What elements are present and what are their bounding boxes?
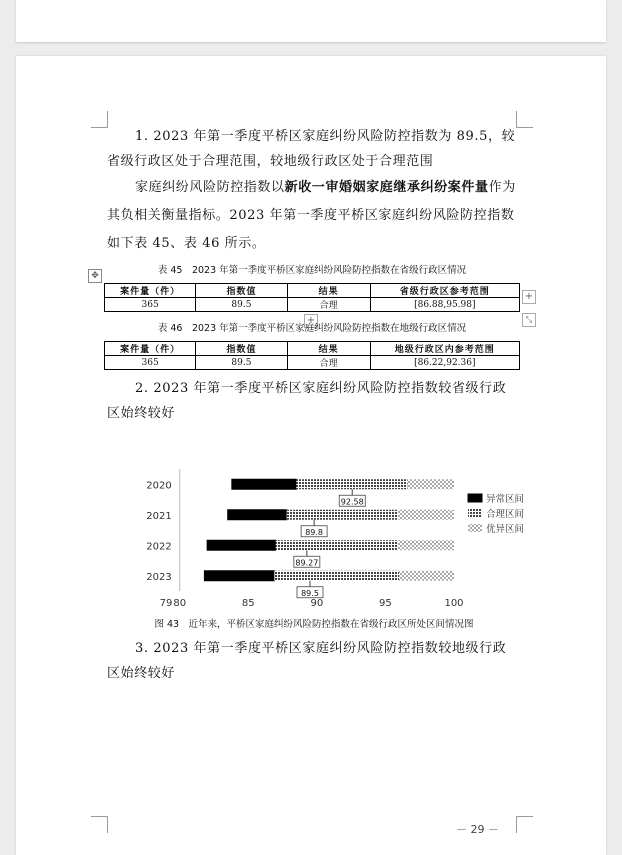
body-text-bold: 新收一审婚姻家庭继承纠纷案件量	[284, 180, 489, 195]
bar-segment	[232, 479, 296, 489]
previous-page	[16, 0, 606, 42]
table-cell: 合理	[287, 298, 370, 312]
table46	[104, 341, 520, 370]
table-cell: 365	[105, 356, 196, 370]
table-cell: 89.5	[196, 298, 287, 312]
table-header-cell: 地级行政区内参考范围	[370, 342, 519, 356]
table-row	[105, 356, 520, 370]
crop-mark-top-left	[91, 111, 108, 128]
bar-segment	[274, 571, 399, 581]
y-category-label: 2020	[146, 480, 172, 492]
body-text-start: 家庭纠纷风险防控指数以	[135, 180, 285, 195]
y-category-label: 2021	[146, 510, 172, 522]
table-header-row	[105, 284, 520, 298]
table-header-cell: 结果	[287, 342, 370, 356]
crop-mark-top-right	[516, 111, 533, 128]
marker-label: 89.8	[305, 527, 324, 537]
bar-segment	[228, 510, 287, 520]
add-column-button[interactable]: +	[522, 290, 536, 304]
bar-segment	[207, 540, 276, 550]
table-header-cell: 指数值	[196, 342, 287, 356]
document-page	[16, 56, 606, 855]
table-header-cell: 案件量（件）	[105, 342, 196, 356]
crop-mark-bottom-right	[516, 816, 533, 833]
table-row	[105, 298, 520, 312]
chart-bars	[204, 479, 454, 581]
y-category-label: 2022	[146, 541, 172, 553]
bar-segment	[399, 571, 454, 581]
table46-caption: 表 46 2023 年第一季度平桥区家庭纠纷风险防控指数在地级行政区情况	[157, 323, 467, 334]
y-category-label: 2023	[146, 571, 172, 583]
bar-segment	[407, 479, 454, 489]
interval-chart	[116, 461, 536, 611]
legend-label: 优异区间	[486, 524, 525, 535]
x-tick-label: 90	[310, 598, 324, 609]
bar-segment	[287, 510, 398, 520]
legend-swatch	[468, 524, 482, 532]
section-heading-1: 1. 2023 年第一季度平桥区家庭纠纷风险防控指数为 89.5，较省级行政区处于合理范围，较地级行政区处于合理范围	[107, 129, 516, 169]
x-tick-label: 100	[444, 598, 464, 609]
body-paragraph	[107, 174, 517, 258]
table-cell: 365	[105, 298, 196, 312]
bar-segment	[276, 540, 398, 550]
table-header-cell: 省级行政区参考范围	[370, 284, 519, 298]
legend-label: 合理区间	[486, 509, 525, 520]
page-number: － 29 －	[456, 823, 499, 836]
bar-segment	[204, 571, 274, 581]
x-tick-label: 79	[159, 598, 173, 609]
x-tick-label: 80	[173, 598, 187, 609]
table-header-row	[105, 342, 520, 356]
table45-caption: 表 45 2023 年第一季度平桥区家庭纠纷风险防控指数在省级行政区情况	[157, 265, 467, 276]
bar-segment	[398, 510, 454, 520]
crop-mark-bottom-left	[91, 816, 108, 833]
chart-svg	[116, 461, 536, 611]
table-header-cell: 结果	[287, 284, 370, 298]
table-resize-handle[interactable]: ⤡	[522, 313, 536, 327]
section-heading-2: 2. 2023 年第一季度平桥区家庭纠纷风险防控指数较省级行政区始终较好	[107, 381, 507, 421]
x-tick-label: 95	[379, 598, 392, 609]
table-cell: [86.22,92.36]	[370, 356, 519, 370]
figure-caption: 图 43 近年来，平桥区家庭纠纷风险防控指数在省级行政区所处区间情况图	[154, 619, 474, 630]
marker-label: 92.58	[340, 497, 364, 507]
add-row-button[interactable]: +	[304, 314, 318, 328]
legend-swatch	[468, 509, 482, 517]
bar-segment	[296, 479, 407, 489]
table-header-cell: 案件量（件）	[105, 284, 196, 298]
body-text-end: 作为其负相关衡量指标。2023 年第一季度平桥区家庭纠纷风险防控指数如下表 45、表 46 所示。	[107, 180, 516, 251]
section-heading-3: 3. 2023 年第一季度平桥区家庭纠纷风险防控指数较地级行政区始终较好	[107, 641, 507, 681]
table-header-cell: 指数值	[196, 284, 287, 298]
table-cell: 89.5	[196, 356, 287, 370]
table-cell: 合理	[287, 356, 370, 370]
x-tick-label: 85	[241, 598, 255, 609]
bar-segment	[398, 540, 454, 550]
marker-label: 89.5	[301, 588, 319, 598]
table-move-handle[interactable]: ✥	[88, 269, 102, 283]
table-cell: [86.88,95.98]	[370, 298, 519, 312]
table45	[104, 283, 520, 312]
chart-legend	[468, 493, 524, 535]
marker-label: 89.27	[295, 558, 319, 568]
legend-swatch	[468, 494, 482, 502]
legend-label: 异常区间	[486, 494, 525, 505]
